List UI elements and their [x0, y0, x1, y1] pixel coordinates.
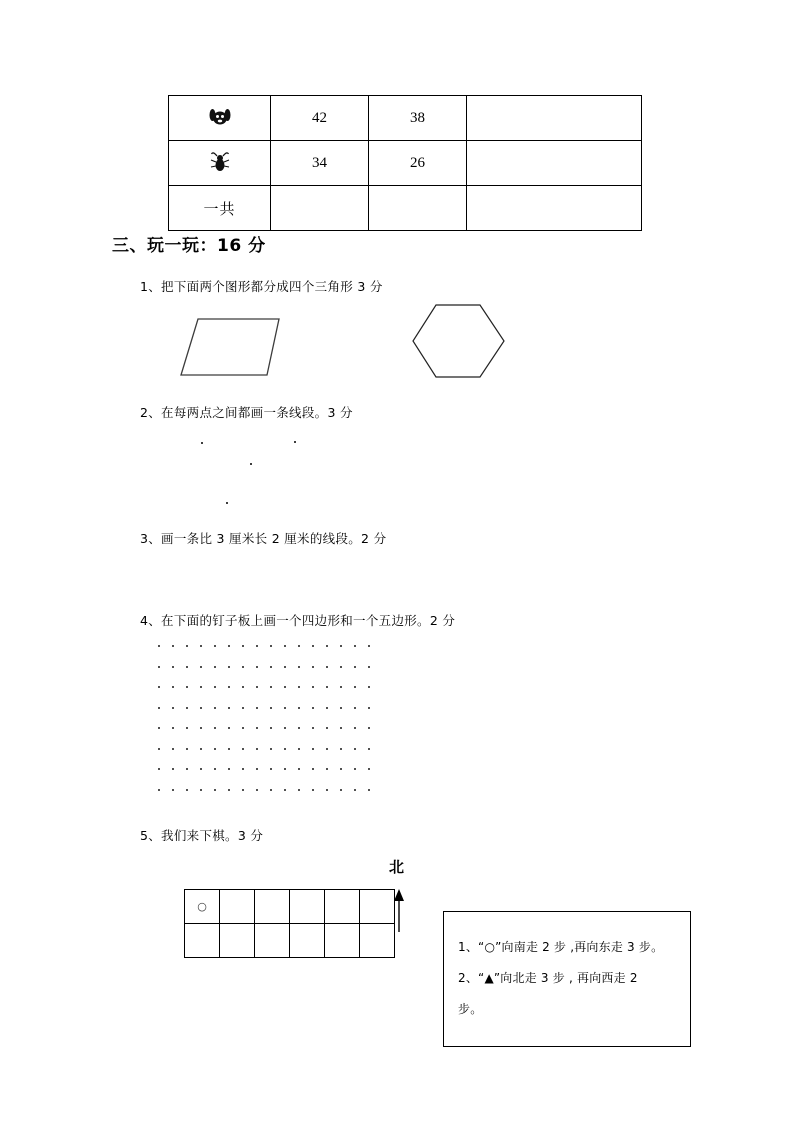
- nail-dot: [214, 727, 216, 729]
- nail-dot: [368, 686, 370, 688]
- rabbit-head-icon: [207, 103, 233, 129]
- nail-dot: [312, 768, 314, 770]
- nail-dot: [298, 727, 300, 729]
- nail-dot: [256, 707, 258, 709]
- nail-dot: [312, 748, 314, 750]
- chess-row: [185, 890, 395, 924]
- cell-value: 34: [271, 141, 369, 186]
- nail-dot: [200, 768, 202, 770]
- nail-dot: [242, 686, 244, 688]
- nail-dot: [326, 789, 328, 791]
- nail-dot: [340, 645, 342, 647]
- table-row: [169, 96, 642, 141]
- nail-dot: [256, 789, 258, 791]
- nail-dot: [186, 645, 188, 647]
- cell-answer-blank[interactable]: [271, 186, 369, 231]
- north-arrow-icon: [391, 888, 407, 939]
- nail-dot: [158, 645, 160, 647]
- nail-dot: [228, 727, 230, 729]
- chess-cell[interactable]: [255, 890, 290, 924]
- nail-dot: [298, 686, 300, 688]
- nail-dot: [214, 686, 216, 688]
- nail-dot: [298, 748, 300, 750]
- nail-dot: [256, 748, 258, 750]
- nail-dot: [368, 645, 370, 647]
- nail-dot: [354, 748, 356, 750]
- cell-answer-blank[interactable]: [369, 186, 467, 231]
- nail-dot: [312, 707, 314, 709]
- nail-dot: [312, 666, 314, 668]
- nail-dot: [270, 666, 272, 668]
- nail-dot: [214, 768, 216, 770]
- chess-cell[interactable]: [220, 890, 255, 924]
- parallelogram-shape: [178, 314, 288, 384]
- nail-dot: [256, 645, 258, 647]
- nail-dot: [158, 686, 160, 688]
- animal-count-table: [168, 95, 642, 231]
- nail-dot: [186, 666, 188, 668]
- cell-value: 42: [271, 96, 369, 141]
- nail-dot: [368, 727, 370, 729]
- nail-dot: [242, 666, 244, 668]
- nail-dot: [312, 686, 314, 688]
- nail-dot: [172, 666, 174, 668]
- nail-dot: [186, 686, 188, 688]
- nail-dot: [312, 727, 314, 729]
- instruction-box: [443, 911, 691, 1047]
- nail-dot: [284, 686, 286, 688]
- nail-dot: [158, 748, 160, 750]
- table-row: [169, 141, 642, 186]
- nail-dot: [270, 645, 272, 647]
- cell-value: 26: [369, 141, 467, 186]
- nail-dot: [270, 707, 272, 709]
- compass-north-label: 北: [389, 858, 405, 876]
- row-label-cell: [169, 141, 271, 186]
- nail-dot: [214, 789, 216, 791]
- nail-dot: [172, 727, 174, 729]
- nail-dot: [326, 686, 328, 688]
- nail-dot: [326, 707, 328, 709]
- chess-board-grid[interactable]: [184, 889, 395, 958]
- nail-dot: [270, 727, 272, 729]
- nail-dot: [256, 686, 258, 688]
- nail-dot: [256, 666, 258, 668]
- hexagon-shape: [410, 300, 510, 385]
- chess-cell[interactable]: [325, 890, 360, 924]
- table-row: [169, 186, 642, 231]
- nail-dot: [242, 645, 244, 647]
- nail-dot: [354, 645, 356, 647]
- instruction-line: 1、“○”向南走 2 步 ,再向东走 3 步。: [458, 940, 664, 954]
- nail-dot: [326, 768, 328, 770]
- chess-row: [185, 924, 395, 958]
- nail-dot: [340, 789, 342, 791]
- nail-dot: [228, 645, 230, 647]
- chess-body: [185, 890, 395, 958]
- nail-dot: [186, 789, 188, 791]
- nail-dot: [368, 666, 370, 668]
- nail-dot: [298, 768, 300, 770]
- chess-cell[interactable]: ○: [185, 890, 220, 924]
- point-dot: [294, 441, 296, 443]
- nail-dot: [298, 789, 300, 791]
- nail-dot: [214, 645, 216, 647]
- section-heading: 三、玩一玩：16 分: [112, 236, 266, 256]
- nail-dot: [242, 727, 244, 729]
- nail-dot: [368, 789, 370, 791]
- nail-dot: [158, 707, 160, 709]
- nail-dot: [242, 789, 244, 791]
- nail-dot: [228, 768, 230, 770]
- nail-dot: [228, 707, 230, 709]
- nail-dot: [158, 768, 160, 770]
- nail-dot: [214, 666, 216, 668]
- nail-dot: [172, 768, 174, 770]
- nail-dot: [214, 748, 216, 750]
- row-label-total: 一共: [169, 186, 271, 231]
- nail-dot: [284, 748, 286, 750]
- question-1-text: 1、把下面两个图形都分成四个三角形 3 分: [140, 279, 383, 294]
- nail-dot: [186, 707, 188, 709]
- nail-dot: [200, 727, 202, 729]
- row-label-cell: [169, 96, 271, 141]
- nail-dot: [172, 748, 174, 750]
- nail-dot: [368, 748, 370, 750]
- nail-dot: [270, 768, 272, 770]
- nail-dot: [242, 768, 244, 770]
- nail-dot: [158, 666, 160, 668]
- nail-dot: [214, 707, 216, 709]
- nail-dot: [354, 789, 356, 791]
- nail-dot: [270, 748, 272, 750]
- nail-dot: [200, 707, 202, 709]
- nail-dot: [354, 768, 356, 770]
- nail-dot: [172, 645, 174, 647]
- nail-dot: [340, 768, 342, 770]
- nail-dot: [298, 666, 300, 668]
- nail-dot: [256, 768, 258, 770]
- cell-answer-blank[interactable]: [467, 186, 642, 231]
- nail-dot: [172, 789, 174, 791]
- instruction-line: 步。: [458, 1002, 483, 1016]
- question-3-text: 3、画一条比 3 厘米长 2 厘米的线段。2 分: [140, 531, 387, 546]
- nail-dot: [242, 748, 244, 750]
- cell-answer-blank[interactable]: [467, 96, 642, 141]
- nail-dot: [354, 727, 356, 729]
- nail-dot: [284, 727, 286, 729]
- nail-dot: [340, 748, 342, 750]
- nail-dot: [284, 666, 286, 668]
- nail-dot: [284, 707, 286, 709]
- nail-dot: [340, 686, 342, 688]
- nail-dot: [340, 666, 342, 668]
- chess-cell[interactable]: [220, 924, 255, 958]
- nail-dot: [200, 748, 202, 750]
- nail-dot: [284, 645, 286, 647]
- chess-cell[interactable]: [290, 924, 325, 958]
- nail-dot: [242, 707, 244, 709]
- nail-dot: [368, 768, 370, 770]
- nail-dot: [284, 768, 286, 770]
- nail-dot: [340, 707, 342, 709]
- question-2-text: 2、在每两点之间都画一条线段。3 分: [140, 405, 353, 420]
- question-4-text: 4、在下面的钉子板上画一个四边形和一个五边形。2 分: [140, 613, 456, 628]
- nail-dot: [228, 686, 230, 688]
- nail-dot: [200, 789, 202, 791]
- nail-dot: [186, 748, 188, 750]
- nail-dot: [270, 789, 272, 791]
- nail-dot: [158, 789, 160, 791]
- chess-cell[interactable]: [360, 924, 395, 958]
- chess-cell[interactable]: [360, 890, 395, 924]
- nail-dot: [228, 666, 230, 668]
- nail-dot: [172, 686, 174, 688]
- nail-dot: [256, 727, 258, 729]
- nail-dot: [186, 768, 188, 770]
- nail-dot: [298, 707, 300, 709]
- chess-cell[interactable]: [185, 924, 220, 958]
- nail-dot: [200, 666, 202, 668]
- point-dot: [250, 463, 252, 465]
- nail-dot: [172, 707, 174, 709]
- nail-dot: [228, 748, 230, 750]
- point-dot: [201, 442, 203, 444]
- bug-icon: [207, 148, 233, 174]
- nail-dot: [298, 645, 300, 647]
- question-5-text: 5、我们来下棋。3 分: [140, 828, 264, 843]
- cell-value: 38: [369, 96, 467, 141]
- chess-cell[interactable]: [290, 890, 325, 924]
- nail-dot: [312, 789, 314, 791]
- nail-dot: [186, 727, 188, 729]
- nail-dot: [270, 686, 272, 688]
- table-body: [169, 96, 642, 231]
- nail-dot: [200, 686, 202, 688]
- instruction-line: 2、“▲”向北走 3 步 , 再向西走 2: [458, 971, 638, 985]
- nail-dot: [368, 707, 370, 709]
- nail-dot: [200, 645, 202, 647]
- nail-dot: [228, 789, 230, 791]
- nail-dot: [312, 645, 314, 647]
- chess-cell[interactable]: [255, 924, 290, 958]
- nail-dot: [326, 748, 328, 750]
- nail-dot: [284, 789, 286, 791]
- point-dot: [226, 502, 228, 504]
- nail-dot: [354, 707, 356, 709]
- cell-answer-blank[interactable]: [467, 141, 642, 186]
- nail-dot: [340, 727, 342, 729]
- nail-dot: [326, 645, 328, 647]
- nail-dot: [354, 666, 356, 668]
- nail-dot: [326, 727, 328, 729]
- nail-dot: [354, 686, 356, 688]
- nail-dot: [158, 727, 160, 729]
- nail-dot: [326, 666, 328, 668]
- chess-cell[interactable]: [325, 924, 360, 958]
